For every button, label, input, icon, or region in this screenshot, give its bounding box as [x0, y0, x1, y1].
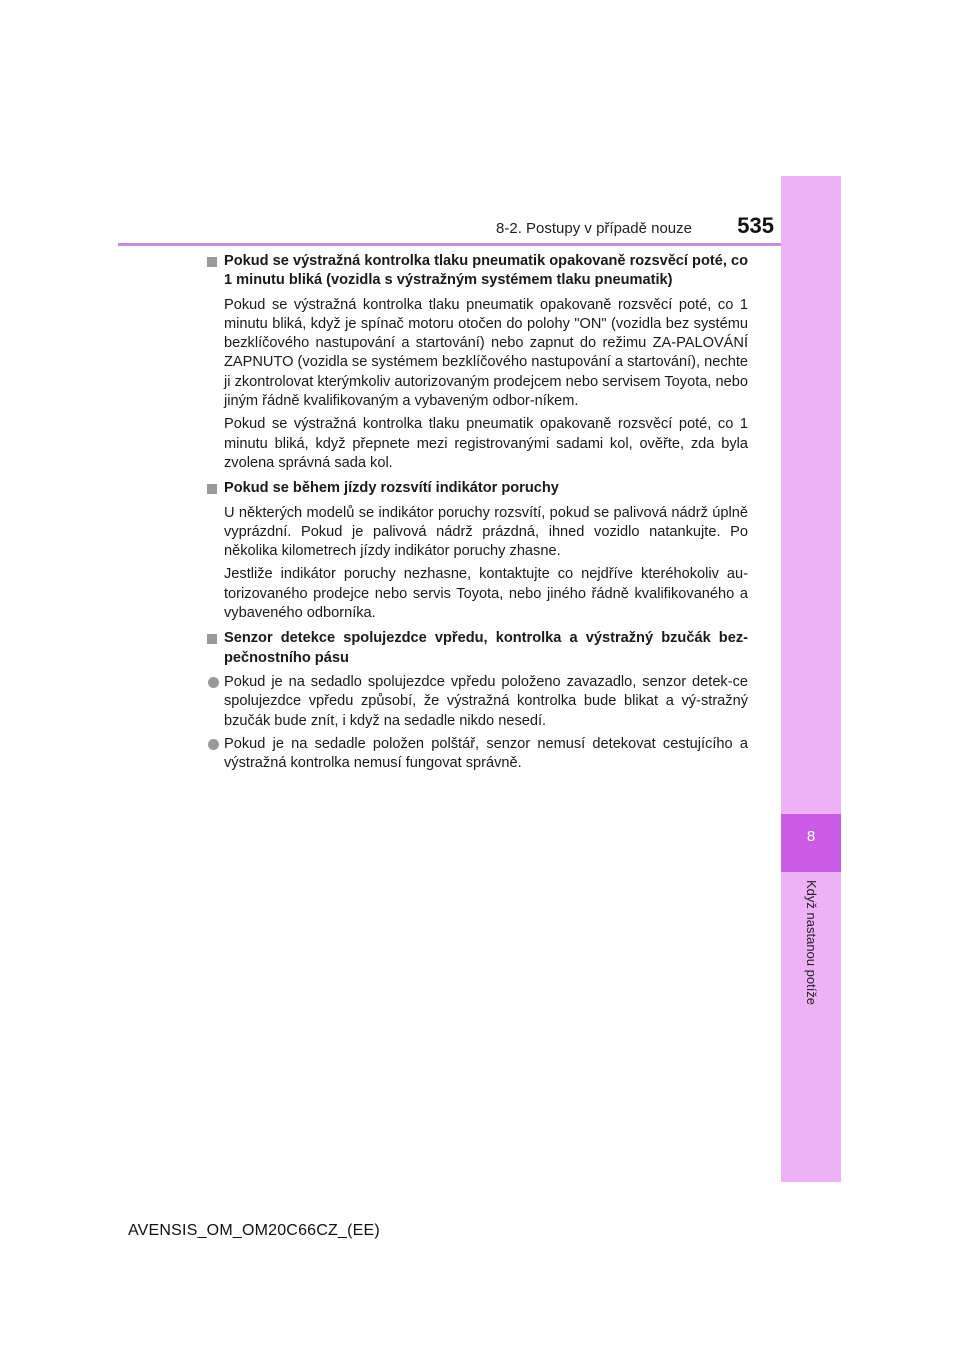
section-heading: [207, 252, 748, 291]
heading-text: Pokud se výstražná kontrolka tlaku pneumatik opakovaně rozsvěcí poté, co 1 minutu bliká (vozidla s výstražným systémem tlaku pneumatik): [224, 253, 748, 289]
section-tire-pressure: [207, 252, 748, 473]
heading-text: Senzor detekce spolujezdce vpředu, kontrolka a výstražný bzučák bez-pečnostního pásu: [224, 630, 748, 666]
page-header: [118, 210, 778, 240]
paragraph: U některých modelů se indikátor poruchy rozsvítí, pokud se palivová nádrž úplně vyprázdní. Pokud je palivová nádrž prázdná, ihned vozidlo natankujte. Po několika kilometrech jízdy indikátor poruchy zhasne.: [224, 504, 748, 560]
section-label: 8-2. Postupy v případě nouze: [496, 220, 692, 237]
circle-bullet-icon: [208, 677, 219, 688]
page-content: [207, 252, 748, 779]
section-heading: [207, 479, 748, 498]
chapter-title: Když nastanou potíže: [804, 880, 819, 1006]
chapter-number: 8: [806, 828, 816, 845]
heading-text: Pokud se během jízdy rozsvítí indikátor poruchy: [224, 480, 559, 497]
list-item-text: Pokud je na sedadle položen polštář, senzor nemusí detekovat cestujícího a výstražná kontrolka nemusí fungovat správně.: [224, 735, 748, 772]
list-item-text: Pokud je na sedadlo spolujezdce vpředu položeno zavazadlo, senzor detek-ce spolujezdce vpředu způsobí, že výstražná kontrolka bude blikat a vý-stražný bzučák bude znít, i když na sedadle nikdo nesedí.: [224, 673, 748, 729]
paragraph: Jestliže indikátor poruchy nezhasne, kontaktujte co nejdříve kteréhokoliv au-torizovaného prodejce nebo servis Toyota, nebo jiného řádně kvalifikovaného a vybaveného odborníka.: [224, 566, 748, 622]
square-bullet-icon: [207, 634, 217, 644]
section-passenger-sensor: [207, 629, 748, 773]
page-number: 535: [737, 213, 774, 238]
list-item: [207, 735, 748, 774]
paragraph: Pokud se výstražná kontrolka tlaku pneumatik opakovaně rozsvěcí poté, co 1 minutu bliká, když přepnete mezi registrovanými sadami kol, ověřte, zda byla zvolena správná sada kol.: [224, 416, 748, 471]
section-heading: [207, 629, 748, 668]
section-malfunction-indicator: [207, 479, 748, 623]
document-code: AVENSIS_OM_OM20C66CZ_(EE): [128, 1222, 380, 1239]
square-bullet-icon: [207, 257, 217, 267]
square-bullet-icon: [207, 484, 217, 494]
list-item: [207, 673, 748, 731]
circle-bullet-icon: [208, 739, 219, 750]
paragraph: Pokud se výstražná kontrolka tlaku pneumatik opakovaně rozsvěcí poté, co 1 minutu bliká, když je spínač motoru otočen do polohy "ON" (vozidla bez systému bezklíčového nastupování a startování) nebo zapnut do režimu ZA-PALOVÁNÍ ZAPNUTO (vozidla se systémem bezklíčového nastupování a startování), nechte ji zkontrolovat kterýmkoliv autorizovaným prodejcem nebo servisem Toyota, nebo jiným řádně kvalifikovaným a vybaveným odbor-níkem.: [224, 296, 748, 410]
header-divider: [118, 243, 781, 246]
